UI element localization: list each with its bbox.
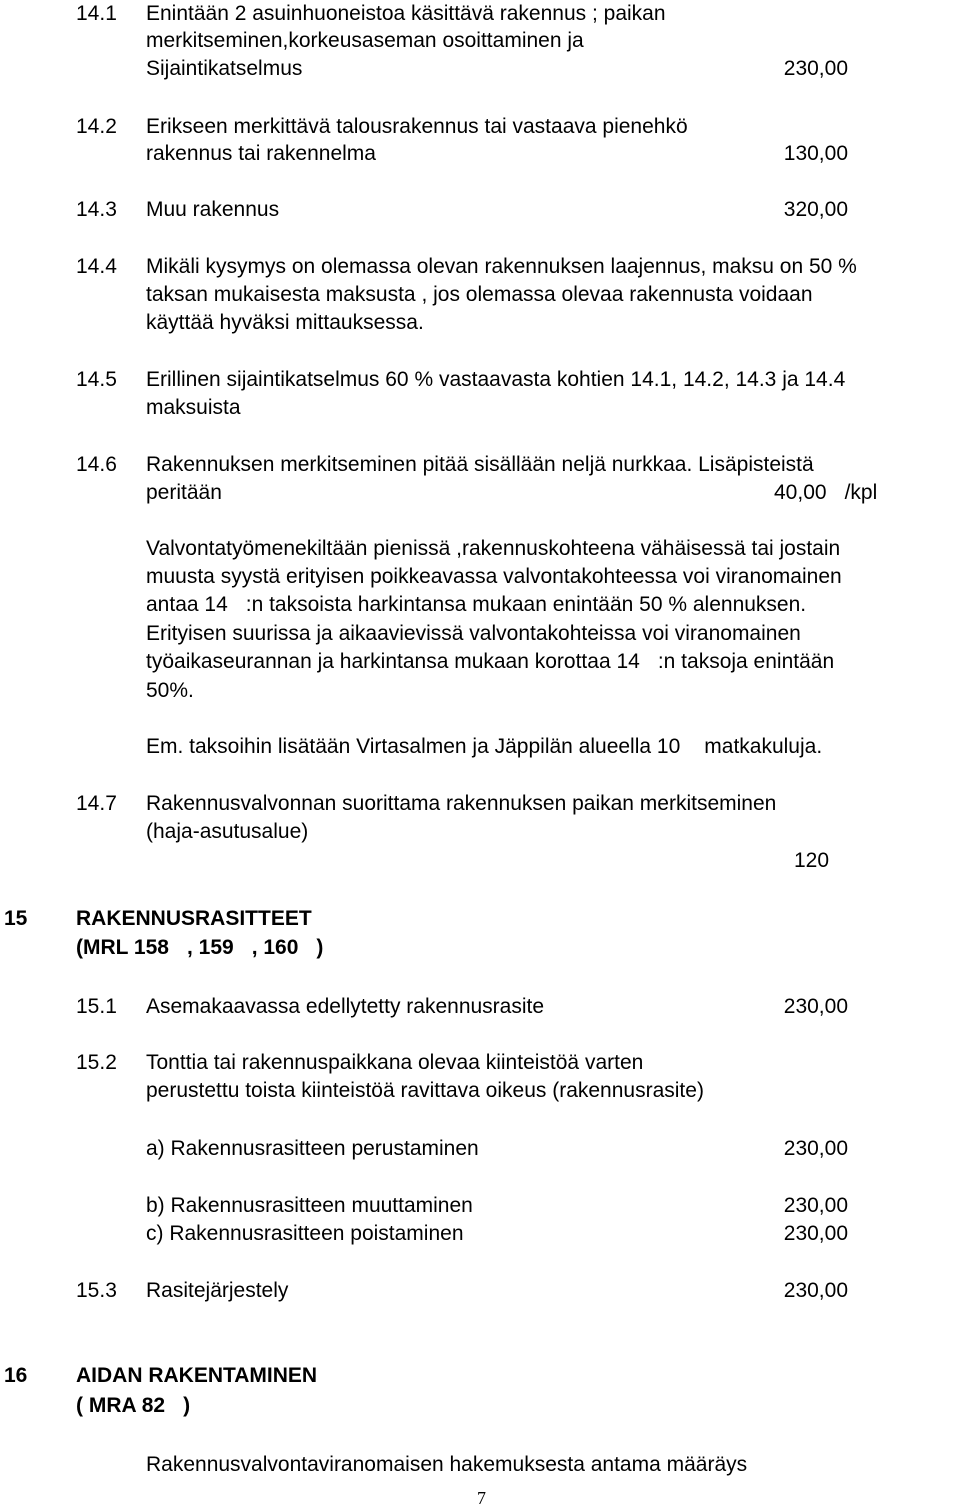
item-14-3 xyxy=(0,196,960,224)
section-title: RAKENNUSRASITTEET xyxy=(76,907,312,930)
note-text: Em. taksoihin lisätään Virtasalmen ja Jäppilän alueella 10 matkakuluja. xyxy=(146,735,823,758)
item-number: 15.1 xyxy=(76,995,117,1018)
note-text: työaikaseurannan ja harkintansa mukaan korottaa 14 :n taksoja enintään xyxy=(146,650,835,673)
note-line-6 xyxy=(0,677,960,705)
sub-item-b xyxy=(0,1192,960,1220)
item-14-1-line-1 xyxy=(0,0,960,28)
item-14-4-line-1 xyxy=(0,253,960,281)
item-text: taksan mukaisesta maksusta , jos olemassa olevaa rakennusta voidaan xyxy=(146,283,813,306)
item-14-5-line-1 xyxy=(0,366,960,394)
item-amount: 320,00 xyxy=(783,198,848,221)
item-text: Rakennusvalvonnan suorittama rakennuksen paikan merkitseminen xyxy=(146,792,777,815)
item-number: 14.5 xyxy=(76,368,117,391)
travel-cost-note xyxy=(0,733,960,761)
note-line-5 xyxy=(0,648,960,676)
item-14-5-line-2 xyxy=(0,394,960,422)
item-text: Rasitejärjestely xyxy=(146,1279,289,1302)
item-14-6-line-2 xyxy=(0,479,960,507)
note-line-4 xyxy=(0,620,960,648)
section-text: Rakennusvalvontaviranomaisen hakemuksesta antama määräys xyxy=(146,1453,748,1476)
item-number: 14.4 xyxy=(76,255,117,278)
item-text: perustettu toista kiinteistöä ravittava oikeus (rakennusrasite) xyxy=(146,1079,704,1102)
item-text: käyttää hyväksi mittauksessa. xyxy=(146,311,424,334)
item-text: Sijaintikatselmus xyxy=(146,57,303,80)
item-text: b) Rakennusrasitteen muuttaminen xyxy=(146,1194,473,1217)
item-amount: 230,00 xyxy=(783,1222,848,1245)
note-text: Erityisen suurissa ja aikaavievissä valvontakohteissa voi viranomainen xyxy=(146,622,801,645)
page-number: 7 xyxy=(477,1488,486,1508)
item-number: 15.3 xyxy=(76,1279,117,1302)
item-amount: 230,00 xyxy=(783,995,848,1018)
item-14-2-line-2 xyxy=(0,140,960,168)
note-text: muusta syystä erityisen poikkeavassa valvontakohteessa voi viranomainen xyxy=(146,565,842,588)
note-text: 50%. xyxy=(146,679,194,702)
note-line-1 xyxy=(0,535,960,563)
note-line-2 xyxy=(0,563,960,591)
item-number: 14.1 xyxy=(76,2,117,25)
item-text: Mikäli kysymys on olemassa olevan rakennuksen laajennus, maksu on 50 % xyxy=(146,255,857,278)
item-text: Rakennuksen merkitseminen pitää sisällään neljä nurkkaa. Lisäpisteistä xyxy=(146,453,814,476)
sub-item-a xyxy=(0,1135,960,1163)
section-16-text xyxy=(0,1451,960,1479)
item-14-7-amount-row xyxy=(0,847,960,875)
item-amount: 40,00 /kpl xyxy=(774,481,878,504)
item-14-4-line-3 xyxy=(0,309,960,337)
section-number: 16 xyxy=(4,1364,28,1387)
item-15-2-line-1 xyxy=(0,1049,960,1077)
item-14-2-line-1 xyxy=(0,113,960,141)
item-number: 15.2 xyxy=(76,1051,117,1074)
sub-item-c xyxy=(0,1220,960,1248)
item-14-6-line-1 xyxy=(0,451,960,479)
item-14-1-line-3 xyxy=(0,55,960,83)
section-reference: (MRL 158 , 159 , 160 ) xyxy=(76,936,324,959)
item-text: Asemakaavassa edellytetty rakennusrasite xyxy=(146,995,545,1018)
item-14-1-line-2 xyxy=(0,27,960,55)
item-text: c) Rakennusrasitteen poistaminen xyxy=(146,1222,464,1245)
item-amount: 230,00 xyxy=(783,1194,848,1217)
section-title: AIDAN RAKENTAMINEN xyxy=(76,1364,318,1387)
section-15-heading xyxy=(0,905,960,933)
section-16-reference xyxy=(0,1392,960,1420)
item-text: rakennus tai rakennelma xyxy=(146,142,376,165)
item-14-7-line-1 xyxy=(0,790,960,818)
item-amount: 230,00 xyxy=(783,1137,848,1160)
item-text: merkitseminen,korkeusaseman osoittaminen ja xyxy=(146,29,584,52)
section-number: 15 xyxy=(4,907,28,930)
item-text: Erillinen sijaintikatselmus 60 % vastaavasta kohtien 14.1, 14.2, 14.3 ja 14.4 xyxy=(146,368,846,391)
item-15-1 xyxy=(0,993,960,1021)
item-15-2-line-2 xyxy=(0,1077,960,1105)
item-number: 14.6 xyxy=(76,453,117,476)
note-text: antaa 14 :n taksoista harkintansa mukaan enintään 50 % alennuksen. xyxy=(146,593,807,616)
item-amount: 230,00 xyxy=(783,57,848,80)
item-14-4-line-2 xyxy=(0,281,960,309)
item-text: (haja-asutusalue) xyxy=(146,820,309,843)
item-text: peritään xyxy=(146,481,222,504)
item-amount: 120 xyxy=(794,849,830,872)
item-number: 14.2 xyxy=(76,115,117,138)
section-reference: ( MRA 82 ) xyxy=(76,1394,191,1417)
item-text: Enintään 2 asuinhuoneistoa käsittävä rakennus ; paikan xyxy=(146,2,666,25)
note-text: Valvontatyömenekiltään pienissä ,rakennuskohteena vähäisessä tai jostain xyxy=(146,537,841,560)
item-number: 14.7 xyxy=(76,792,117,815)
item-14-7-line-2 xyxy=(0,818,960,846)
note-line-3 xyxy=(0,591,960,619)
item-text: maksuista xyxy=(146,396,241,419)
item-text: Tonttia tai rakennuspaikkana olevaa kiinteistöä varten xyxy=(146,1051,644,1074)
item-number: 14.3 xyxy=(76,198,117,221)
item-amount: 130,00 xyxy=(783,142,848,165)
item-amount: 230,00 xyxy=(783,1279,848,1302)
section-16-heading xyxy=(0,1362,960,1390)
item-15-3 xyxy=(0,1277,960,1305)
item-text: Muu rakennus xyxy=(146,198,280,221)
item-text: a) Rakennusrasitteen perustaminen xyxy=(146,1137,479,1160)
item-text: Erikseen merkittävä talousrakennus tai vastaava pienehkö xyxy=(146,115,688,138)
section-15-reference xyxy=(0,934,960,962)
